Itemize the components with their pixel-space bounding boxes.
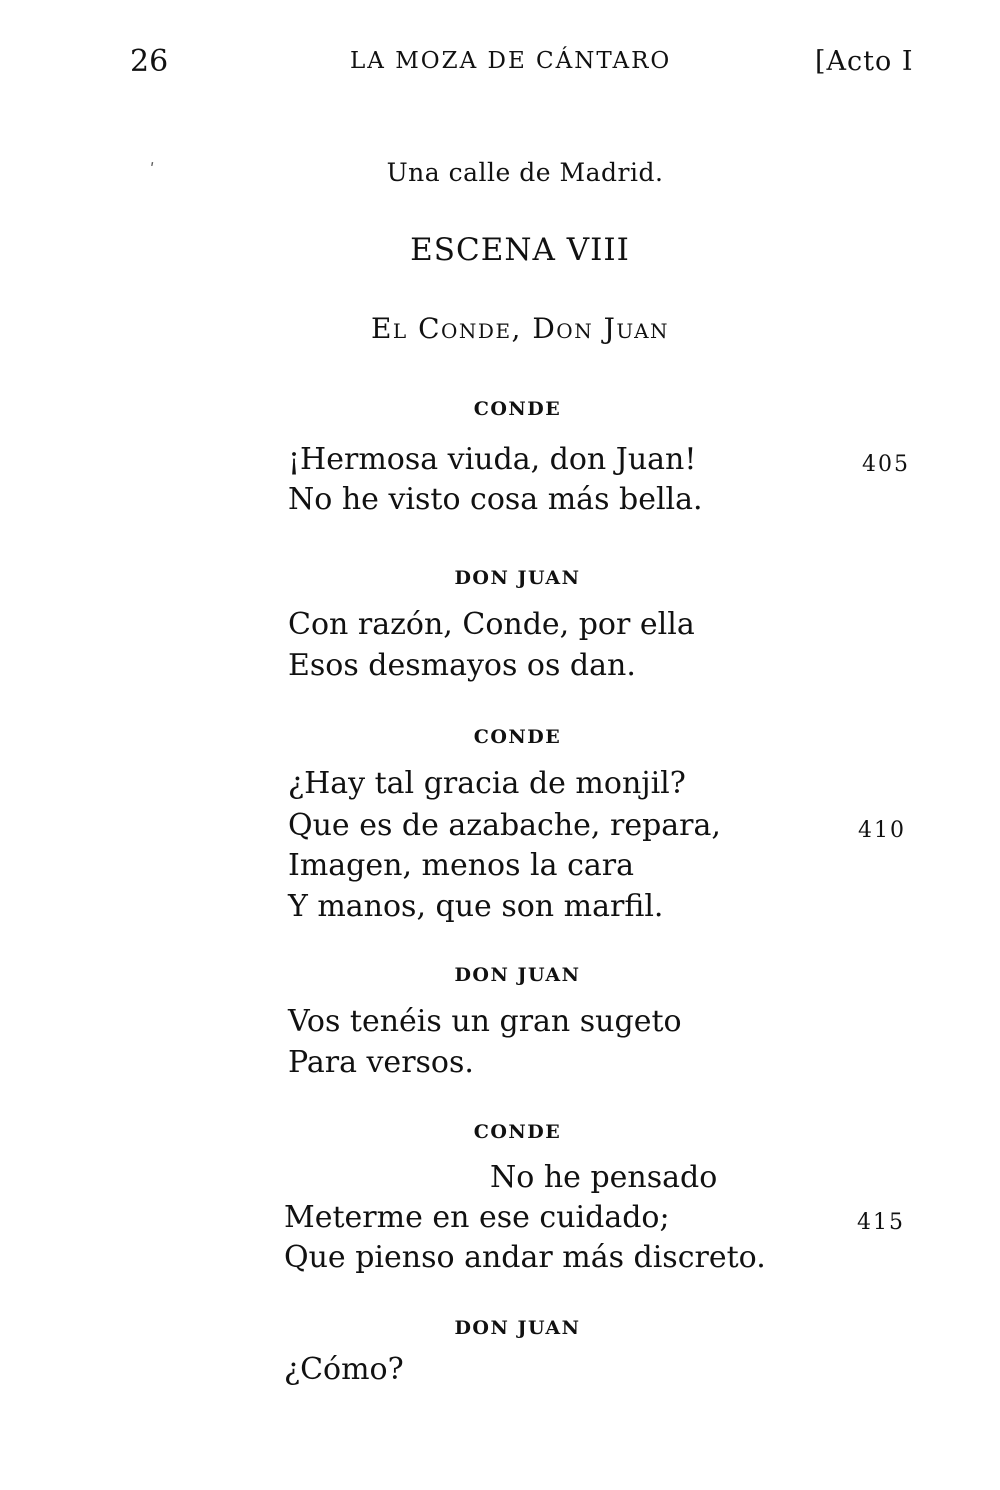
line-number: 405 (862, 452, 910, 477)
verse-line: Imagen, menos la cara (288, 848, 634, 883)
line-number: 410 (858, 818, 906, 843)
scene-setting: Una calle de Madrid. (386, 158, 664, 187)
verse-line: Vos tenéis un gran sugeto (288, 1004, 682, 1039)
verse-line: Para versos. (288, 1045, 474, 1080)
speaker-heading: CONDE (473, 398, 562, 420)
verse-line: ¡Hermosa viuda, don Juan! (288, 442, 697, 477)
speaker-heading: CONDE (473, 1121, 562, 1143)
speaker-heading: DON JUAN (454, 964, 581, 986)
verse-line: No he visto cosa más bella. (288, 482, 703, 517)
verse-line: Que pienso andar más discreto. (284, 1240, 766, 1275)
page-number: 26 (130, 44, 169, 79)
speaker-heading: DON JUAN (454, 567, 581, 589)
verse-line: Esos desmayos os dan. (288, 648, 636, 683)
verse-line: ¿Hay tal gracia de monjil? (288, 766, 686, 801)
verse-line: ¿Cómo? (284, 1352, 404, 1387)
verse-line: Que es de azabache, repara, (288, 808, 721, 843)
stray-mark: ʹ (150, 160, 155, 179)
speaker-heading: DON JUAN (454, 1317, 581, 1339)
scene-title: ESCENA VIII (410, 232, 630, 268)
scene-characters: El Conde, Don Juan (370, 312, 670, 345)
speaker-heading: CONDE (473, 726, 562, 748)
act-label: [Acto I (815, 46, 914, 77)
verse-line: Y manos, que son marfil. (288, 889, 664, 924)
verse-line: Con razón, Conde, por ella (288, 607, 695, 642)
verse-line: No he pensado (490, 1160, 718, 1195)
verse-line: Meterme en ese cuidado; (284, 1200, 670, 1235)
line-number: 415 (857, 1210, 905, 1235)
running-title: LA MOZA DE CÁNTARO (350, 48, 672, 74)
